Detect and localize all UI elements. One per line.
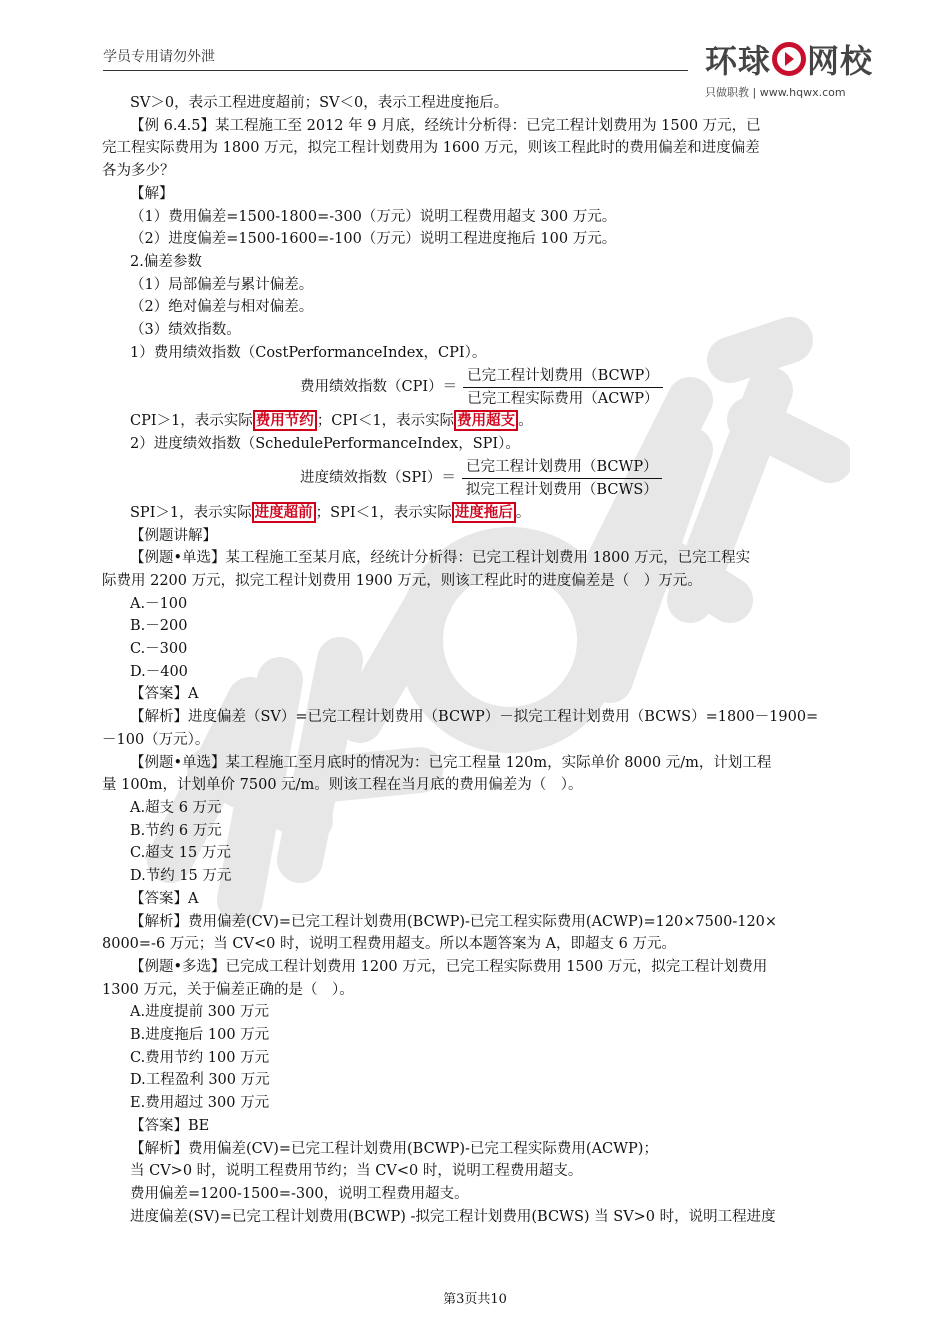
option-line: D.工程盈利 300 万元: [130, 1072, 270, 1089]
option-line: E.费用超过 300 万元: [130, 1095, 270, 1112]
option-line: B.进度拖后 100 万元: [130, 1027, 270, 1044]
brand-logo: [705, 36, 875, 100]
option-line: A.进度提前 300 万元: [130, 1004, 269, 1021]
formula-lhs: 进度绩效指数（SPI）＝: [300, 470, 456, 487]
option-line: C.超支 15 万元: [130, 845, 231, 862]
text-line: （3）绩效指数。: [130, 322, 241, 339]
text-line: 【解】: [130, 185, 174, 202]
text-line: 当 CV>0 时，说明工程费用节约；当 CV<0 时，说明工程费用超支。: [130, 1163, 583, 1180]
text-span: 。: [518, 413, 533, 430]
formula-numerator: 已完工程计划费用（BCWP）: [462, 456, 662, 479]
page-number: 第3页共10: [443, 1292, 507, 1307]
option-line: D.－400: [130, 663, 188, 680]
text-line: 8000=-6 万元；当 CV<0 时，说明工程费用超支。所以本题答案为 A，即超支 6 万元。: [102, 936, 676, 953]
text-line: 量 100m，计划单价 7500 元/m。则该工程在当月底的费用偏差为（ ）。: [102, 777, 583, 794]
text-line: 费用偏差=1200-1500=-300，说明工程费用超支。: [130, 1185, 469, 1202]
highlight-box: 进度超前: [252, 502, 316, 523]
spi-formula: [300, 456, 870, 502]
formula-lhs: 费用绩效指数（CPI）＝: [300, 379, 458, 396]
header-rule: [103, 70, 688, 71]
highlight-box: 费用节约: [253, 410, 317, 431]
text-line: 【例题•单选】某工程施工至某月底，经统计分析得：已完工程计划费用 1800 万元，已完工程实: [130, 550, 751, 567]
play-ring-icon: [772, 42, 806, 76]
text-line: [130, 410, 870, 433]
highlight-box: 进度拖后: [452, 502, 516, 523]
option-line: B.节约 6 万元: [130, 822, 222, 839]
text-line: 各为多少？: [102, 163, 175, 180]
header-notice: 学员专用请勿外泄: [103, 49, 215, 65]
option-line: B.－200: [130, 618, 188, 635]
logo-wordmark: [705, 36, 875, 82]
text-span: ；SPI＜1，表示实际: [315, 504, 452, 521]
text-line: 1300 万元，关于偏差正确的是（ ）。: [102, 981, 354, 998]
text-span: ；CPI＜1，表示实际: [316, 413, 455, 430]
answer-line: 【答案】A: [130, 686, 199, 703]
text-line: －100（万元）。: [102, 731, 210, 748]
formula-denominator: 已完工程实际费用（ACWP）: [467, 390, 659, 407]
text-line: 进度偏差(SV)=已完工程计划费用(BCWP) -拟完工程计划费用(BCWS) 当 SV>0 时，说明工程进度: [130, 1208, 776, 1225]
formula-fraction: [462, 456, 662, 501]
text-line: 1）费用绩效指数（CostPerformanceIndex，CPI）。: [130, 344, 487, 361]
text-line: 【例题讲解】: [130, 527, 217, 544]
text-line: （2）绝对偏差与相对偏差。: [130, 299, 314, 316]
logo-text-right: 网校: [807, 42, 874, 80]
answer-line: 【答案】A: [130, 890, 199, 907]
option-line: D.节约 15 万元: [130, 868, 232, 885]
text-line: 【例题•单选】某工程施工至月底时的情况为：已完工程量 120m，实际单价 8000 元/m，计划工程: [130, 754, 772, 771]
answer-line: 【答案】BE: [130, 1117, 210, 1134]
text-line: [130, 502, 870, 525]
text-line: 【例题•多选】已完成工程计划费用 1200 万元，已完工程实际费用 1500 万元，拟完工程计划费用: [130, 958, 768, 975]
text-span: SPI＞1，表示实际: [130, 504, 252, 521]
cpi-formula: [300, 364, 870, 410]
text-span: CPI＞1，表示实际: [130, 413, 253, 430]
document-body: [102, 92, 870, 1228]
option-line: C.费用节约 100 万元: [130, 1049, 270, 1066]
text-line: 完工程实际费用为 1800 万元，拟完工程计划费用为 1600 万元，则该工程此时的费用偏差和进度偏差: [102, 140, 760, 157]
text-line: （2）进度偏差=1500-1600=-100（万元）说明工程进度拖后 100 万元。: [130, 231, 617, 248]
text-line: 2）进度绩效指数（SchedulePerformanceIndex，SPI）。: [130, 436, 520, 453]
option-line: C.－300: [130, 641, 188, 658]
text-line: 【例 6.4.5】某工程施工至 2012 年 9 月底，经统计分析得：已完工程计划费用为 1500 万元，已: [130, 117, 761, 134]
option-line: A.－100: [130, 595, 188, 612]
formula-denominator: 拟完工程计划费用（BCWS）: [465, 482, 658, 499]
text-line: SV＞0，表示工程进度超前；SV＜0，表示工程进度拖后。: [130, 95, 509, 111]
highlight-box: 费用超支: [454, 410, 518, 431]
page-header: [103, 28, 873, 98]
option-line: A.超支 6 万元: [130, 799, 222, 816]
logo-tagline: 只做职教 | www.hqwx.com: [705, 86, 846, 99]
text-line: 际费用 2200 万元，拟完工程计划费用 1900 万元，则该工程此时的进度偏差是（ ）万元。: [102, 572, 702, 589]
text-line: （1）费用偏差=1500-1800=-300（万元）说明工程费用超支 300 万元。: [130, 208, 617, 225]
text-line: （1）局部偏差与累计偏差。: [130, 276, 314, 293]
formula-fraction: [463, 365, 663, 410]
formula-numerator: 已完工程计划费用（BCWP）: [463, 365, 663, 388]
section-heading: 2.偏差参数: [130, 253, 202, 270]
text-span: 。: [515, 504, 531, 521]
text-line: 【解析】费用偏差(CV)=已完工程计划费用(BCWP)-已完工程实际费用(ACWP)；: [130, 1140, 658, 1157]
text-line: 【解析】费用偏差(CV)=已完工程计划费用(BCWP)-已完工程实际费用(ACWP)=120×7500-120×: [130, 913, 778, 930]
logo-text-left: 环球: [705, 42, 772, 80]
text-line: 【解析】进度偏差（SV）=已完工程计划费用（BCWP）－拟完工程计划费用（BCWS）=1800－1900=: [130, 709, 819, 726]
